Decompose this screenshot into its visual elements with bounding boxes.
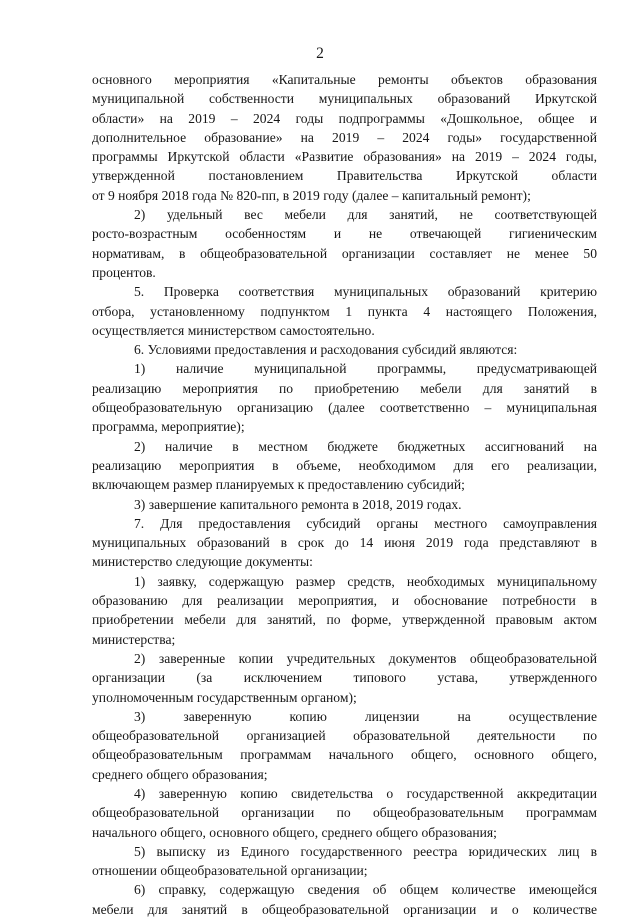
text-line: дополнительное образование» на 2019 – 2024 годы» государственной xyxy=(92,129,597,145)
text-line: начального общего, основного общего, среднего общего образования; xyxy=(92,824,497,840)
text-line: области» на 2019 – 2024 годы подпрограммы «Дошкольное, общее и xyxy=(92,110,597,126)
text-line: 3) завершение капитального ремонта в 2018, 2019 годах. xyxy=(134,496,462,512)
text-line: 5. Проверка соответствия муниципальных образований критерию xyxy=(134,284,597,300)
text-line: 1) заявку, содержащую размер средств, необходимых муниципальному xyxy=(134,573,597,589)
text-line: 6. Условиями предоставления и расходования субсидий являются: xyxy=(134,342,518,358)
text-line: процентов. xyxy=(92,264,156,280)
text-line: 2) удельный вес мебели для занятий, не соответствующей xyxy=(134,207,597,223)
text-line: 1) наличие муниципальной программы, предусматривающей xyxy=(134,361,597,377)
text-line: программы Иркутской области «Развитие образования» на 2019 – 2024 годы, xyxy=(92,149,597,165)
text-line: основного мероприятия «Капитальные ремонты объектов образования xyxy=(92,72,597,87)
text-line: среднего общего образования; xyxy=(92,766,268,782)
text-line: общеобразовательной организацией образовательной деятельности по xyxy=(92,728,597,744)
text-line: нормативам, в общеобразовательной организации составляет не менее 50 xyxy=(92,245,597,261)
text-line: отбора, установленному подпунктом 1 пункта 4 настоящего Положения, xyxy=(92,303,597,319)
text-line: отношении общеобразовательной организации; xyxy=(92,863,368,879)
text-line: 2) заверенные копии учредительных документов общеобразовательной xyxy=(134,650,597,666)
text-line: общеобразовательным программам начального общего, основного общего, xyxy=(92,747,597,763)
text-line: муниципальных образований в срок до 14 июня 2019 года представляют в xyxy=(92,535,597,551)
text-line: образованию для реализации мероприятия, и обоснование потребности в xyxy=(92,593,597,609)
text-line: реализацию мероприятия в объеме, необходимом для его реализации, xyxy=(92,457,597,473)
page-number: 2 xyxy=(316,45,324,62)
text-line: общеобразовательную организацию (далее соответственно – муниципальная xyxy=(92,400,597,416)
text-line: приобретении мебели для занятий, по форме, утвержденной правовым актом xyxy=(92,612,597,628)
text-line: 3) заверенную копию лицензии на осуществление xyxy=(134,708,597,724)
text-line: программа, мероприятие); xyxy=(92,419,245,435)
text-line: от 9 ноября 2018 года № 820-пп, в 2019 году (далее – капитальный ремонт); xyxy=(92,187,531,203)
text-line: реализацию мероприятия по приобретению мебели для занятий в xyxy=(92,380,597,396)
text-line: общеобразовательной организации по общеобразовательным программам xyxy=(92,805,597,821)
text-line: муниципальной собственности муниципальных образований Иркутской xyxy=(92,91,597,107)
text-line: уполномоченным государственным органом); xyxy=(92,689,357,705)
text-line: 4) заверенную копию свидетельства о государственной аккредитации xyxy=(134,785,597,801)
text-line: министерство следующие документы: xyxy=(92,554,313,570)
text-line: организации (за исключением типового устава, утвержденного xyxy=(92,670,597,686)
text-line: включающем размер планируемых к предоставлению субсидий; xyxy=(92,477,465,493)
text-line: мебели для занятий в общеобразовательной организации и о количестве xyxy=(92,901,597,917)
text-line: утвержденной постановлением Правительства Иркутской области xyxy=(92,168,597,184)
text-line: 5) выписку из Единого государственного реестра юридических лиц в xyxy=(134,843,597,859)
text-line: осуществляется министерством самостоятельно. xyxy=(92,322,375,338)
text-line: 6) справку, содержащую сведения об общем количестве имеющейся xyxy=(134,882,597,898)
document-body xyxy=(92,70,597,919)
text-line: росто-возрастным особенностям и не отвечающей гигиеническим xyxy=(92,226,597,242)
text-line: 7. Для предоставления субсидий органы местного самоуправления xyxy=(134,515,597,531)
text-line: 2) наличие в местном бюджете бюджетных ассигнований на xyxy=(134,438,597,454)
text-line: министерства; xyxy=(92,631,176,647)
